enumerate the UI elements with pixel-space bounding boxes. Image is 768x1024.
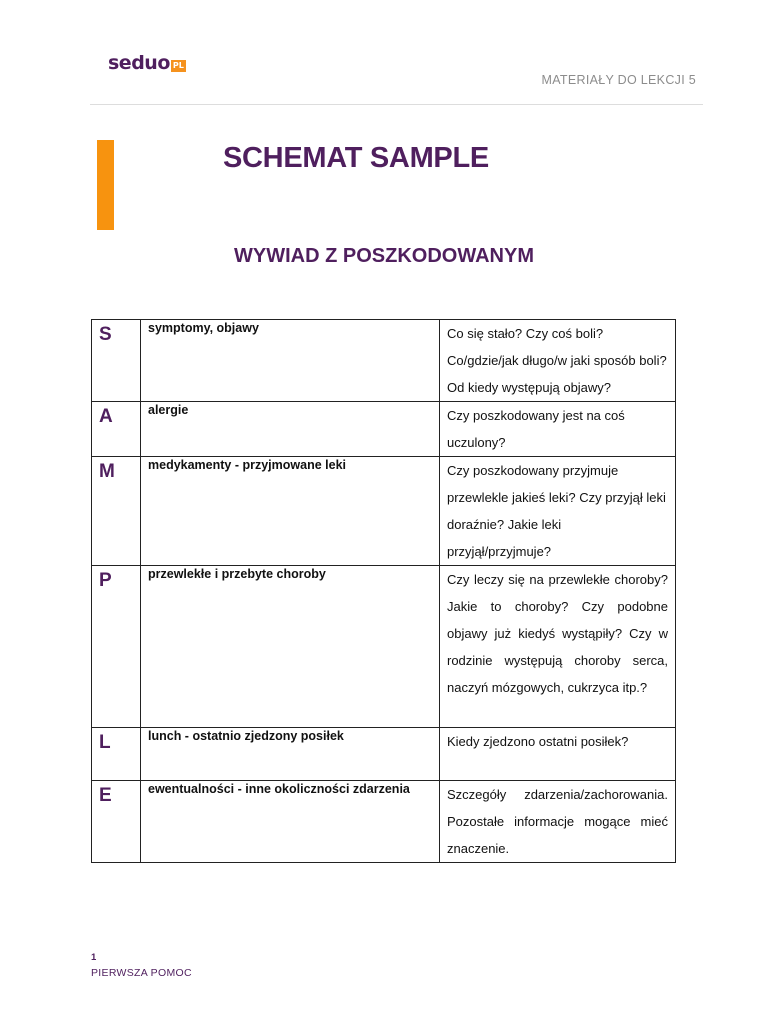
sample-table xyxy=(91,319,676,863)
row-term-text: symptomy, objawy xyxy=(148,321,259,335)
row-term xyxy=(141,402,440,457)
row-term xyxy=(141,728,440,781)
footer-course-name: PIERWSZA POMOC xyxy=(91,967,192,979)
seduo-logo xyxy=(108,52,186,74)
row-letter: P xyxy=(92,566,141,728)
table-row xyxy=(92,320,676,402)
header-lesson-label: MATERIAŁY DO LEKCJI 5 xyxy=(541,73,696,87)
row-term-text: lunch - ostatnio zjedzony posiłek xyxy=(148,729,344,743)
row-description: Czy leczy się na przewlekłe choroby? Jakie to choroby? Czy podobne objawy już kiedyś wystąpiły? Czy w rodzinie występują choroby serca, naczyń mózgowych, cukrzyca itp.? xyxy=(440,566,676,728)
row-description: Kiedy zjedzono ostatni posiłek? xyxy=(440,728,676,781)
row-term xyxy=(141,566,440,728)
row-term-text: medykamenty - przyjmowane leki xyxy=(148,458,346,472)
row-term xyxy=(141,320,440,402)
row-description: Czy poszkodowany przyjmuje przewlekle jakieś leki? Czy przyjął leki doraźnie? Jakie leki przyjął/przyjmuje? xyxy=(440,457,676,566)
page-number: 1 xyxy=(91,952,97,963)
row-description: Szczegóły zdarzenia/zachorowania. Pozostałe informacje mogące mieć znaczenie. xyxy=(440,781,676,863)
header-divider xyxy=(90,104,703,105)
row-term-text: alergie xyxy=(148,403,189,417)
page-subtitle-text: WYWIAD Z POSZKODOWANYM xyxy=(234,245,534,267)
row-letter: L xyxy=(92,728,141,781)
table-row xyxy=(92,402,676,457)
table-row xyxy=(92,457,676,566)
table-row xyxy=(92,566,676,728)
table-row xyxy=(92,781,676,863)
page-subtitle xyxy=(0,245,768,268)
row-letter: E xyxy=(92,781,141,863)
row-description: Czy poszkodowany jest na coś uczulony? xyxy=(440,402,676,457)
row-letter: A xyxy=(92,402,141,457)
table-row xyxy=(92,728,676,781)
row-letter: S xyxy=(92,320,141,402)
row-term-text: przewlekłe i przebyte choroby xyxy=(148,567,326,581)
row-description: Co się stało? Czy coś boli? Co/gdzie/jak długo/w jaki sposób boli? Od kiedy występują objawy? xyxy=(440,320,676,402)
row-letter: M xyxy=(92,457,141,566)
logo-badge: PL xyxy=(172,60,184,70)
row-term xyxy=(141,457,440,566)
page-title: SCHEMAT SAMPLE xyxy=(223,142,489,174)
row-term-text: ewentualności - inne okoliczności zdarzenia xyxy=(148,782,410,796)
row-term xyxy=(141,781,440,863)
accent-bar xyxy=(97,140,114,230)
logo-text: seduo xyxy=(108,52,170,74)
